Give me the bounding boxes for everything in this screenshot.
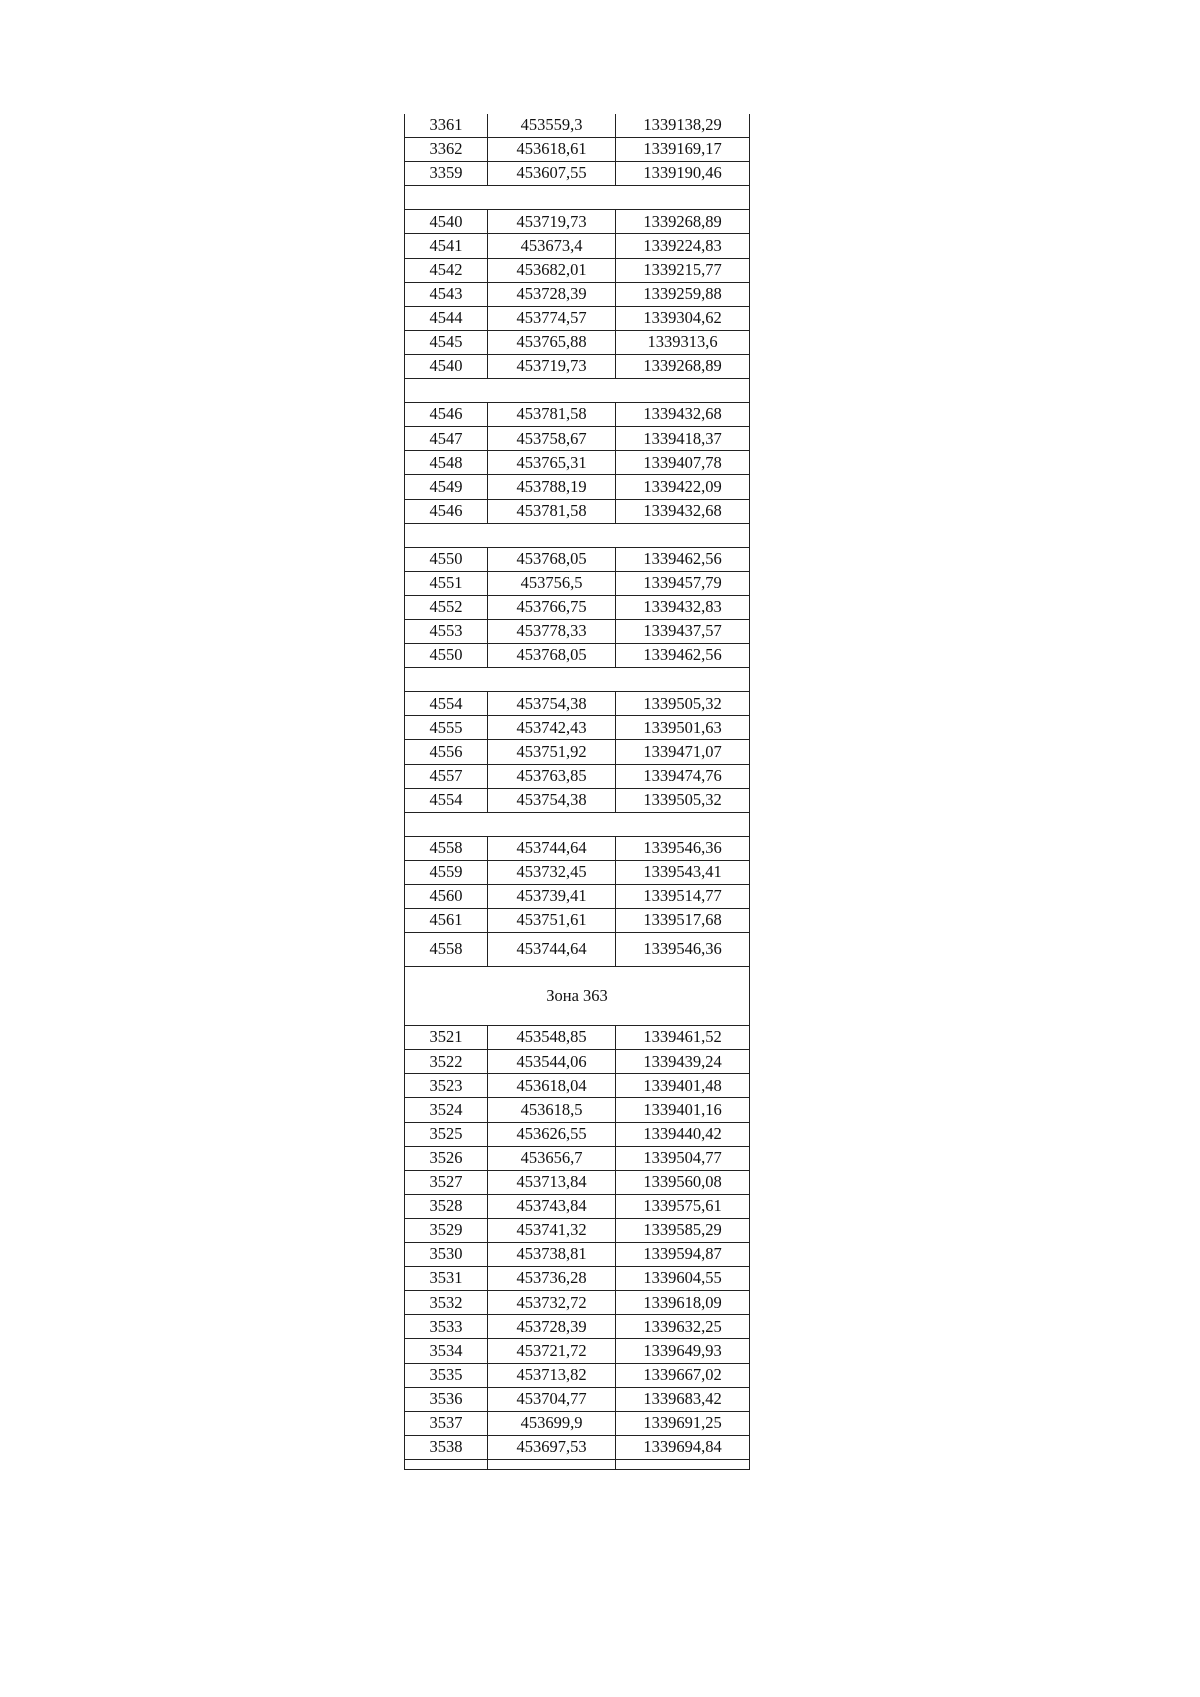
point-number-cell: 4543 [405,282,488,306]
empty-cell [488,1459,616,1469]
x-coordinate-cell: 453788,19 [488,475,616,499]
y-coordinate-cell: 1339505,32 [616,788,750,812]
y-coordinate-cell: 1339440,42 [616,1122,750,1146]
table-row [405,354,750,378]
separator-cell [405,186,750,210]
point-number-cell: 4558 [405,836,488,860]
table-row [405,282,750,306]
x-coordinate-cell: 453728,39 [488,1315,616,1339]
point-number-cell: 3531 [405,1267,488,1291]
table-row [405,1122,750,1146]
table-row [405,644,750,668]
y-coordinate-cell: 1339418,37 [616,427,750,451]
table-row [405,330,750,354]
point-number-cell: 4542 [405,258,488,282]
point-number-cell: 3532 [405,1291,488,1315]
point-number-cell: 3526 [405,1146,488,1170]
y-coordinate-cell: 1339632,25 [616,1315,750,1339]
y-coordinate-cell: 1339138,29 [616,114,750,138]
x-coordinate-cell: 453743,84 [488,1194,616,1218]
table-row [405,909,750,933]
point-number-cell: 4546 [405,403,488,427]
x-coordinate-cell: 453732,45 [488,860,616,884]
point-number-cell: 4550 [405,644,488,668]
table-row [405,1098,750,1122]
table-row [405,306,750,330]
y-coordinate-cell: 1339313,6 [616,330,750,354]
y-coordinate-cell: 1339517,68 [616,909,750,933]
table-row [405,716,750,740]
table-row [405,1363,750,1387]
x-coordinate-cell: 453768,05 [488,547,616,571]
y-coordinate-cell: 1339304,62 [616,306,750,330]
point-number-cell: 4550 [405,547,488,571]
x-coordinate-cell: 453719,73 [488,354,616,378]
separator-row [405,186,750,210]
x-coordinate-cell: 453781,58 [488,403,616,427]
x-coordinate-cell: 453732,72 [488,1291,616,1315]
table-row [405,1315,750,1339]
x-coordinate-cell: 453751,92 [488,740,616,764]
point-number-cell: 3361 [405,114,488,138]
x-coordinate-cell: 453765,31 [488,451,616,475]
x-coordinate-cell: 453744,64 [488,933,616,967]
table-row [405,451,750,475]
x-coordinate-cell: 453766,75 [488,595,616,619]
table-row [405,1146,750,1170]
x-coordinate-cell: 453559,3 [488,114,616,138]
table-row [405,138,750,162]
x-coordinate-cell: 453544,06 [488,1050,616,1074]
point-number-cell: 3533 [405,1315,488,1339]
table-row [405,403,750,427]
y-coordinate-cell: 1339437,57 [616,619,750,643]
point-number-cell: 4545 [405,330,488,354]
y-coordinate-cell: 1339683,42 [616,1387,750,1411]
table-row [405,740,750,764]
zone-header-row [405,967,750,1026]
y-coordinate-cell: 1339401,48 [616,1074,750,1098]
table-row [405,1387,750,1411]
point-number-cell: 3522 [405,1050,488,1074]
table-row [405,1411,750,1435]
zone-title: Зона 363 [405,967,750,1026]
table-row [405,1218,750,1242]
y-coordinate-cell: 1339215,77 [616,258,750,282]
table-row [405,692,750,716]
table-row [405,1074,750,1098]
x-coordinate-cell: 453739,41 [488,885,616,909]
point-number-cell: 4561 [405,909,488,933]
x-coordinate-cell: 453741,32 [488,1218,616,1242]
table-row [405,595,750,619]
table-row [405,234,750,258]
table-row [405,1194,750,1218]
y-coordinate-cell: 1339691,25 [616,1411,750,1435]
x-coordinate-cell: 453699,9 [488,1411,616,1435]
x-coordinate-cell: 453758,67 [488,427,616,451]
continuation-row [405,1459,750,1469]
x-coordinate-cell: 453697,53 [488,1435,616,1459]
table-row [405,114,750,138]
coordinates-table-body [405,114,750,1469]
point-number-cell: 3530 [405,1243,488,1267]
y-coordinate-cell: 1339560,08 [616,1170,750,1194]
x-coordinate-cell: 453756,5 [488,571,616,595]
x-coordinate-cell: 453618,04 [488,1074,616,1098]
separator-row [405,379,750,403]
x-coordinate-cell: 453742,43 [488,716,616,740]
table-row [405,885,750,909]
separator-row [405,523,750,547]
coordinates-table [404,114,750,1470]
y-coordinate-cell: 1339505,32 [616,692,750,716]
x-coordinate-cell: 453713,82 [488,1363,616,1387]
separator-cell [405,379,750,403]
table-row [405,499,750,523]
point-number-cell: 4540 [405,354,488,378]
point-number-cell: 4556 [405,740,488,764]
y-coordinate-cell: 1339618,09 [616,1291,750,1315]
point-number-cell: 4559 [405,860,488,884]
x-coordinate-cell: 453713,84 [488,1170,616,1194]
y-coordinate-cell: 1339694,84 [616,1435,750,1459]
x-coordinate-cell: 453607,55 [488,162,616,186]
y-coordinate-cell: 1339543,41 [616,860,750,884]
table-row [405,1339,750,1363]
x-coordinate-cell: 453618,5 [488,1098,616,1122]
y-coordinate-cell: 1339259,88 [616,282,750,306]
table-row [405,258,750,282]
table-row [405,1243,750,1267]
x-coordinate-cell: 453728,39 [488,282,616,306]
x-coordinate-cell: 453719,73 [488,210,616,234]
x-coordinate-cell: 453618,61 [488,138,616,162]
y-coordinate-cell: 1339407,78 [616,451,750,475]
point-number-cell: 4560 [405,885,488,909]
y-coordinate-cell: 1339169,17 [616,138,750,162]
x-coordinate-cell: 453548,85 [488,1026,616,1050]
point-number-cell: 4544 [405,306,488,330]
y-coordinate-cell: 1339514,77 [616,885,750,909]
point-number-cell: 3534 [405,1339,488,1363]
y-coordinate-cell: 1339594,87 [616,1243,750,1267]
separator-cell [405,668,750,692]
table-row [405,547,750,571]
table-row [405,1291,750,1315]
x-coordinate-cell: 453765,88 [488,330,616,354]
y-coordinate-cell: 1339604,55 [616,1267,750,1291]
point-number-cell: 4554 [405,788,488,812]
point-number-cell: 4553 [405,619,488,643]
x-coordinate-cell: 453774,57 [488,306,616,330]
point-number-cell: 4555 [405,716,488,740]
y-coordinate-cell: 1339462,56 [616,644,750,668]
point-number-cell: 3362 [405,138,488,162]
x-coordinate-cell: 453738,81 [488,1243,616,1267]
y-coordinate-cell: 1339432,68 [616,403,750,427]
table-row [405,162,750,186]
point-number-cell: 3538 [405,1435,488,1459]
table-row [405,619,750,643]
x-coordinate-cell: 453682,01 [488,258,616,282]
point-number-cell: 4552 [405,595,488,619]
y-coordinate-cell: 1339224,83 [616,234,750,258]
x-coordinate-cell: 453656,7 [488,1146,616,1170]
point-number-cell: 3535 [405,1363,488,1387]
separator-row [405,812,750,836]
y-coordinate-cell: 1339546,36 [616,836,750,860]
separator-cell [405,812,750,836]
x-coordinate-cell: 453626,55 [488,1122,616,1146]
y-coordinate-cell: 1339190,46 [616,162,750,186]
y-coordinate-cell: 1339471,07 [616,740,750,764]
y-coordinate-cell: 1339401,16 [616,1098,750,1122]
x-coordinate-cell: 453704,77 [488,1387,616,1411]
y-coordinate-cell: 1339649,93 [616,1339,750,1363]
x-coordinate-cell: 453754,38 [488,692,616,716]
y-coordinate-cell: 1339575,61 [616,1194,750,1218]
y-coordinate-cell: 1339474,76 [616,764,750,788]
point-number-cell: 3359 [405,162,488,186]
separator-cell [405,523,750,547]
x-coordinate-cell: 453768,05 [488,644,616,668]
point-number-cell: 3525 [405,1122,488,1146]
y-coordinate-cell: 1339504,77 [616,1146,750,1170]
point-number-cell: 3537 [405,1411,488,1435]
point-number-cell: 3521 [405,1026,488,1050]
point-number-cell: 4540 [405,210,488,234]
point-number-cell: 3529 [405,1218,488,1242]
y-coordinate-cell: 1339462,56 [616,547,750,571]
table-row [405,571,750,595]
point-number-cell: 3536 [405,1387,488,1411]
point-number-cell: 4549 [405,475,488,499]
table-row [405,1026,750,1050]
x-coordinate-cell: 453781,58 [488,499,616,523]
x-coordinate-cell: 453721,72 [488,1339,616,1363]
point-number-cell: 4551 [405,571,488,595]
x-coordinate-cell: 453763,85 [488,764,616,788]
table-row [405,836,750,860]
y-coordinate-cell: 1339546,36 [616,933,750,967]
table-row [405,475,750,499]
table-row [405,427,750,451]
x-coordinate-cell: 453751,61 [488,909,616,933]
table-row [405,933,750,967]
empty-cell [616,1459,750,1469]
y-coordinate-cell: 1339457,79 [616,571,750,595]
empty-cell [405,1459,488,1469]
table-row [405,210,750,234]
point-number-cell: 3524 [405,1098,488,1122]
y-coordinate-cell: 1339585,29 [616,1218,750,1242]
table-row [405,1267,750,1291]
x-coordinate-cell: 453778,33 [488,619,616,643]
table-row [405,860,750,884]
point-number-cell: 3527 [405,1170,488,1194]
x-coordinate-cell: 453673,4 [488,234,616,258]
point-number-cell: 4548 [405,451,488,475]
table-row [405,788,750,812]
point-number-cell: 4541 [405,234,488,258]
point-number-cell: 4558 [405,933,488,967]
point-number-cell: 3523 [405,1074,488,1098]
y-coordinate-cell: 1339667,02 [616,1363,750,1387]
x-coordinate-cell: 453754,38 [488,788,616,812]
separator-row [405,668,750,692]
point-number-cell: 4554 [405,692,488,716]
table-row [405,764,750,788]
y-coordinate-cell: 1339461,52 [616,1026,750,1050]
point-number-cell: 4546 [405,499,488,523]
y-coordinate-cell: 1339439,24 [616,1050,750,1074]
table-row [405,1170,750,1194]
y-coordinate-cell: 1339268,89 [616,354,750,378]
y-coordinate-cell: 1339422,09 [616,475,750,499]
y-coordinate-cell: 1339268,89 [616,210,750,234]
point-number-cell: 3528 [405,1194,488,1218]
table-row [405,1050,750,1074]
x-coordinate-cell: 453744,64 [488,836,616,860]
x-coordinate-cell: 453736,28 [488,1267,616,1291]
y-coordinate-cell: 1339432,83 [616,595,750,619]
point-number-cell: 4557 [405,764,488,788]
point-number-cell: 4547 [405,427,488,451]
y-coordinate-cell: 1339432,68 [616,499,750,523]
table-row [405,1435,750,1459]
y-coordinate-cell: 1339501,63 [616,716,750,740]
